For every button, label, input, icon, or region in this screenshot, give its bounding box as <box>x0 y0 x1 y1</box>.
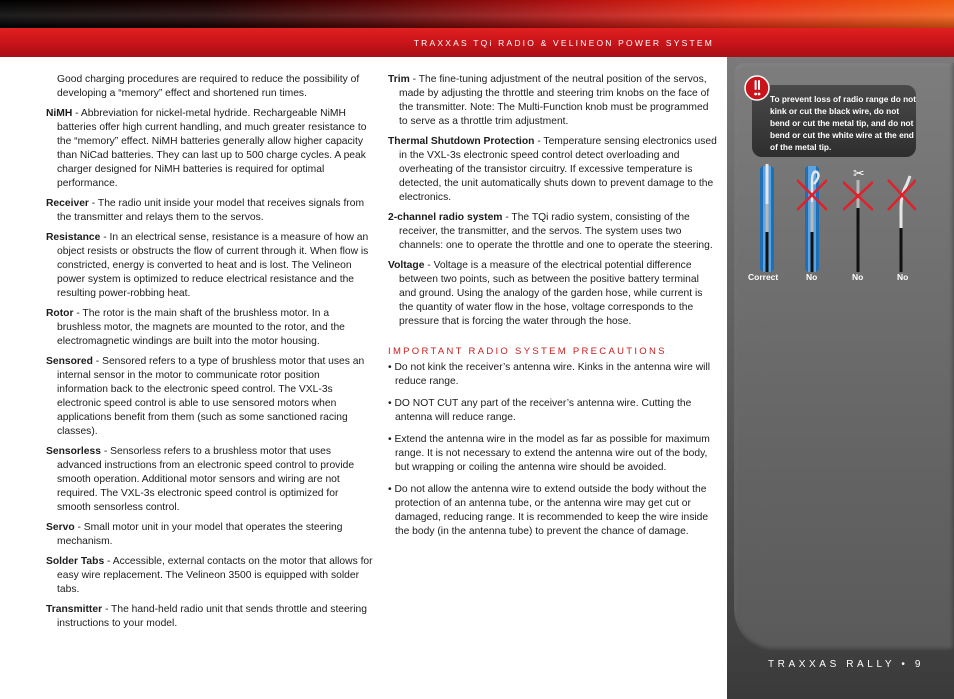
precautions-heading: IMPORTANT RADIO SYSTEM PRECAUTIONS <box>388 346 667 357</box>
glossary-entry <box>46 107 373 191</box>
glossary-term: Transmitter <box>46 604 103 615</box>
glossary-term: Servo <box>46 522 75 533</box>
glossary-term: Receiver <box>46 198 89 209</box>
glossary-entry <box>388 211 718 253</box>
glossary-entry: Good charging procedures are required to reduce the possibility of developing a “memory” effect and shortened run times. <box>57 74 360 99</box>
header-bar <box>0 28 954 57</box>
svg-text:✂: ✂ <box>853 166 865 182</box>
exclamation-icon <box>744 75 770 101</box>
glossary-term: Sensored <box>46 356 93 367</box>
glossary-entry <box>46 445 373 515</box>
glossary-entry <box>388 73 718 129</box>
glossary-definition: - Temperature sensing electronics used in the VXL-3s electronic speed control detect overloading and overheating of the transistor circuitry. If excessive temperature is detected, the unit automatically shuts down to prevent damage to the electronics. <box>399 136 717 203</box>
precaution-bullet: • DO NOT CUT any part of the receiver’s antenna wire. Cutting the antenna will reduce range. <box>388 398 692 423</box>
antenna-correct-illustration <box>752 162 782 272</box>
glossary-term: 2-channel radio system <box>388 212 503 223</box>
glossary-entry <box>46 521 373 549</box>
glossary-entry <box>46 197 373 225</box>
glossary-middle-column <box>388 73 718 547</box>
glossary-entry <box>46 355 373 439</box>
glossary-definition: - Voltage is a measure of the electrical potential difference between two points, such as between the positive battery terminal and ground. Using the analogy of the garden hose, while current is the quantity of water flow in the hose, voltage corresponds to the pressure that is forcing the water through the hose. <box>399 260 703 327</box>
glossary-definition: - Abbreviation for nickel-metal hydride. Rechargeable NiMH batteries offer high current handling, and much greater resistance to the “memory” effect. NiMH batteries generally allow higher capacity than NiCad batteries. They can last up to 500 charge cycles. A peak charger designed for NiMH batteries is required for optimal performance. <box>57 108 367 189</box>
glossary-entry <box>46 603 373 631</box>
glossary-left-column <box>46 73 373 637</box>
glossary-term: Resistance <box>46 232 101 243</box>
precaution-bullet: • Extend the antenna wire in the model as far as possible for maximum range. It is not necessary to extend the antenna wire out of the body, but wrapping or coiling the antenna wire should be avoided. <box>388 434 710 473</box>
label-no: No <box>852 272 864 282</box>
label-no: No <box>897 272 909 282</box>
glossary-term: NiMH <box>46 108 73 119</box>
glossary-term: Rotor <box>46 308 74 319</box>
glossary-term: Sensorless <box>46 446 101 457</box>
glossary-term: Solder Tabs <box>46 556 105 567</box>
label-no: No <box>806 272 818 282</box>
glossary-term: Voltage <box>388 260 425 271</box>
glossary-definition: - Small motor unit in your model that operates the steering mechanism. <box>57 522 343 547</box>
antenna-cut-illustration <box>843 162 873 272</box>
glossary-term: Trim <box>388 74 410 85</box>
precaution-bullet: • Do not kink the receiver’s antenna wire. Kinks in the antenna wire will reduce range. <box>388 362 711 387</box>
page-footer: TRAXXAS RALLY • 9 <box>767 659 924 670</box>
precaution-bullet: • Do not allow the antenna wire to extend outside the body without the protection of an antenna tube, or the antenna wire may get cut or damaged, reducing range. It is recommended to keep the wire inside the body (in the antenna tube) to prevent the chance of damage. <box>388 484 709 537</box>
header-title: TRAXXAS TQi RADIO & VELINEON POWER SYSTEM <box>413 38 714 48</box>
glossary-entry <box>46 231 373 301</box>
warning-text: To prevent loss of radio range do not kink or cut the black wire, do not bend or cut the metal tip, and do not bend or cut the white wire at the end of the metal tip. <box>770 94 916 152</box>
top-gradient-band <box>0 0 954 28</box>
antenna-kinked-illustration <box>797 162 827 272</box>
glossary-definition: - The TQi radio system, consisting of the receiver, the transmitter, and the servos. The system uses two channels: one to operate the throttle and one to operate the steering. <box>399 212 713 251</box>
glossary-definition: - The fine-tuning adjustment of the neutral position of the servos, made by adjusting the throttle and steering trim knobs on the face of the transmitter. Note: The Multi-Function knob must be programmed to serve as a throttle trim adjustment. <box>399 74 710 127</box>
glossary-definition: - In an electrical sense, resistance is a measure of how an object resists or obstructs the flow of current through it. When flow is constricted, energy is converted to heat and is lost. The Velineon power system is optimized to reduce electrical resistance and the resulting power-robbing heat. <box>57 232 369 299</box>
glossary-definition: - The radio unit inside your model that receives signals from the transmitter and relays them to the servos. <box>57 198 365 223</box>
glossary-entry <box>46 307 373 349</box>
glossary-definition: - Sensored refers to a type of brushless motor that uses an internal sensor in the motor to communicate rotor position information back to the electronic speed control. The VXL-3s electronic speed control is able to use sensored motors when applications benefit from them (such as some sanctioned racing classes). <box>57 356 365 437</box>
antenna-bent-tip-illustration <box>886 162 916 272</box>
glossary-definition: - The hand-held radio unit that sends throttle and steering instructions to your model. <box>57 604 367 629</box>
label-correct: Correct <box>748 272 779 282</box>
glossary-definition: - The rotor is the main shaft of the brushless motor. In a brushless motor, the magnets are mounted to the rotor, and the electromagnetic windings are built into the motor housing. <box>57 308 345 347</box>
glossary-term: Thermal Shutdown Protection <box>388 136 535 147</box>
glossary-entry <box>388 135 718 205</box>
glossary-entry <box>46 555 373 597</box>
glossary-entry <box>388 259 718 329</box>
glossary-definition: - Sensorless refers to a brushless motor that uses advanced instructions from an electronic speed control to provide smooth operation. Additional motor sensors and wiring are not required. The VXL-3s electronic speed control is optimized for smooth sensorless control. <box>57 446 355 513</box>
glossary-definition: - Accessible, external contacts on the motor that allows for easy wire replacement. The Velineon 3500 is equipped with solder tabs. <box>57 556 373 595</box>
